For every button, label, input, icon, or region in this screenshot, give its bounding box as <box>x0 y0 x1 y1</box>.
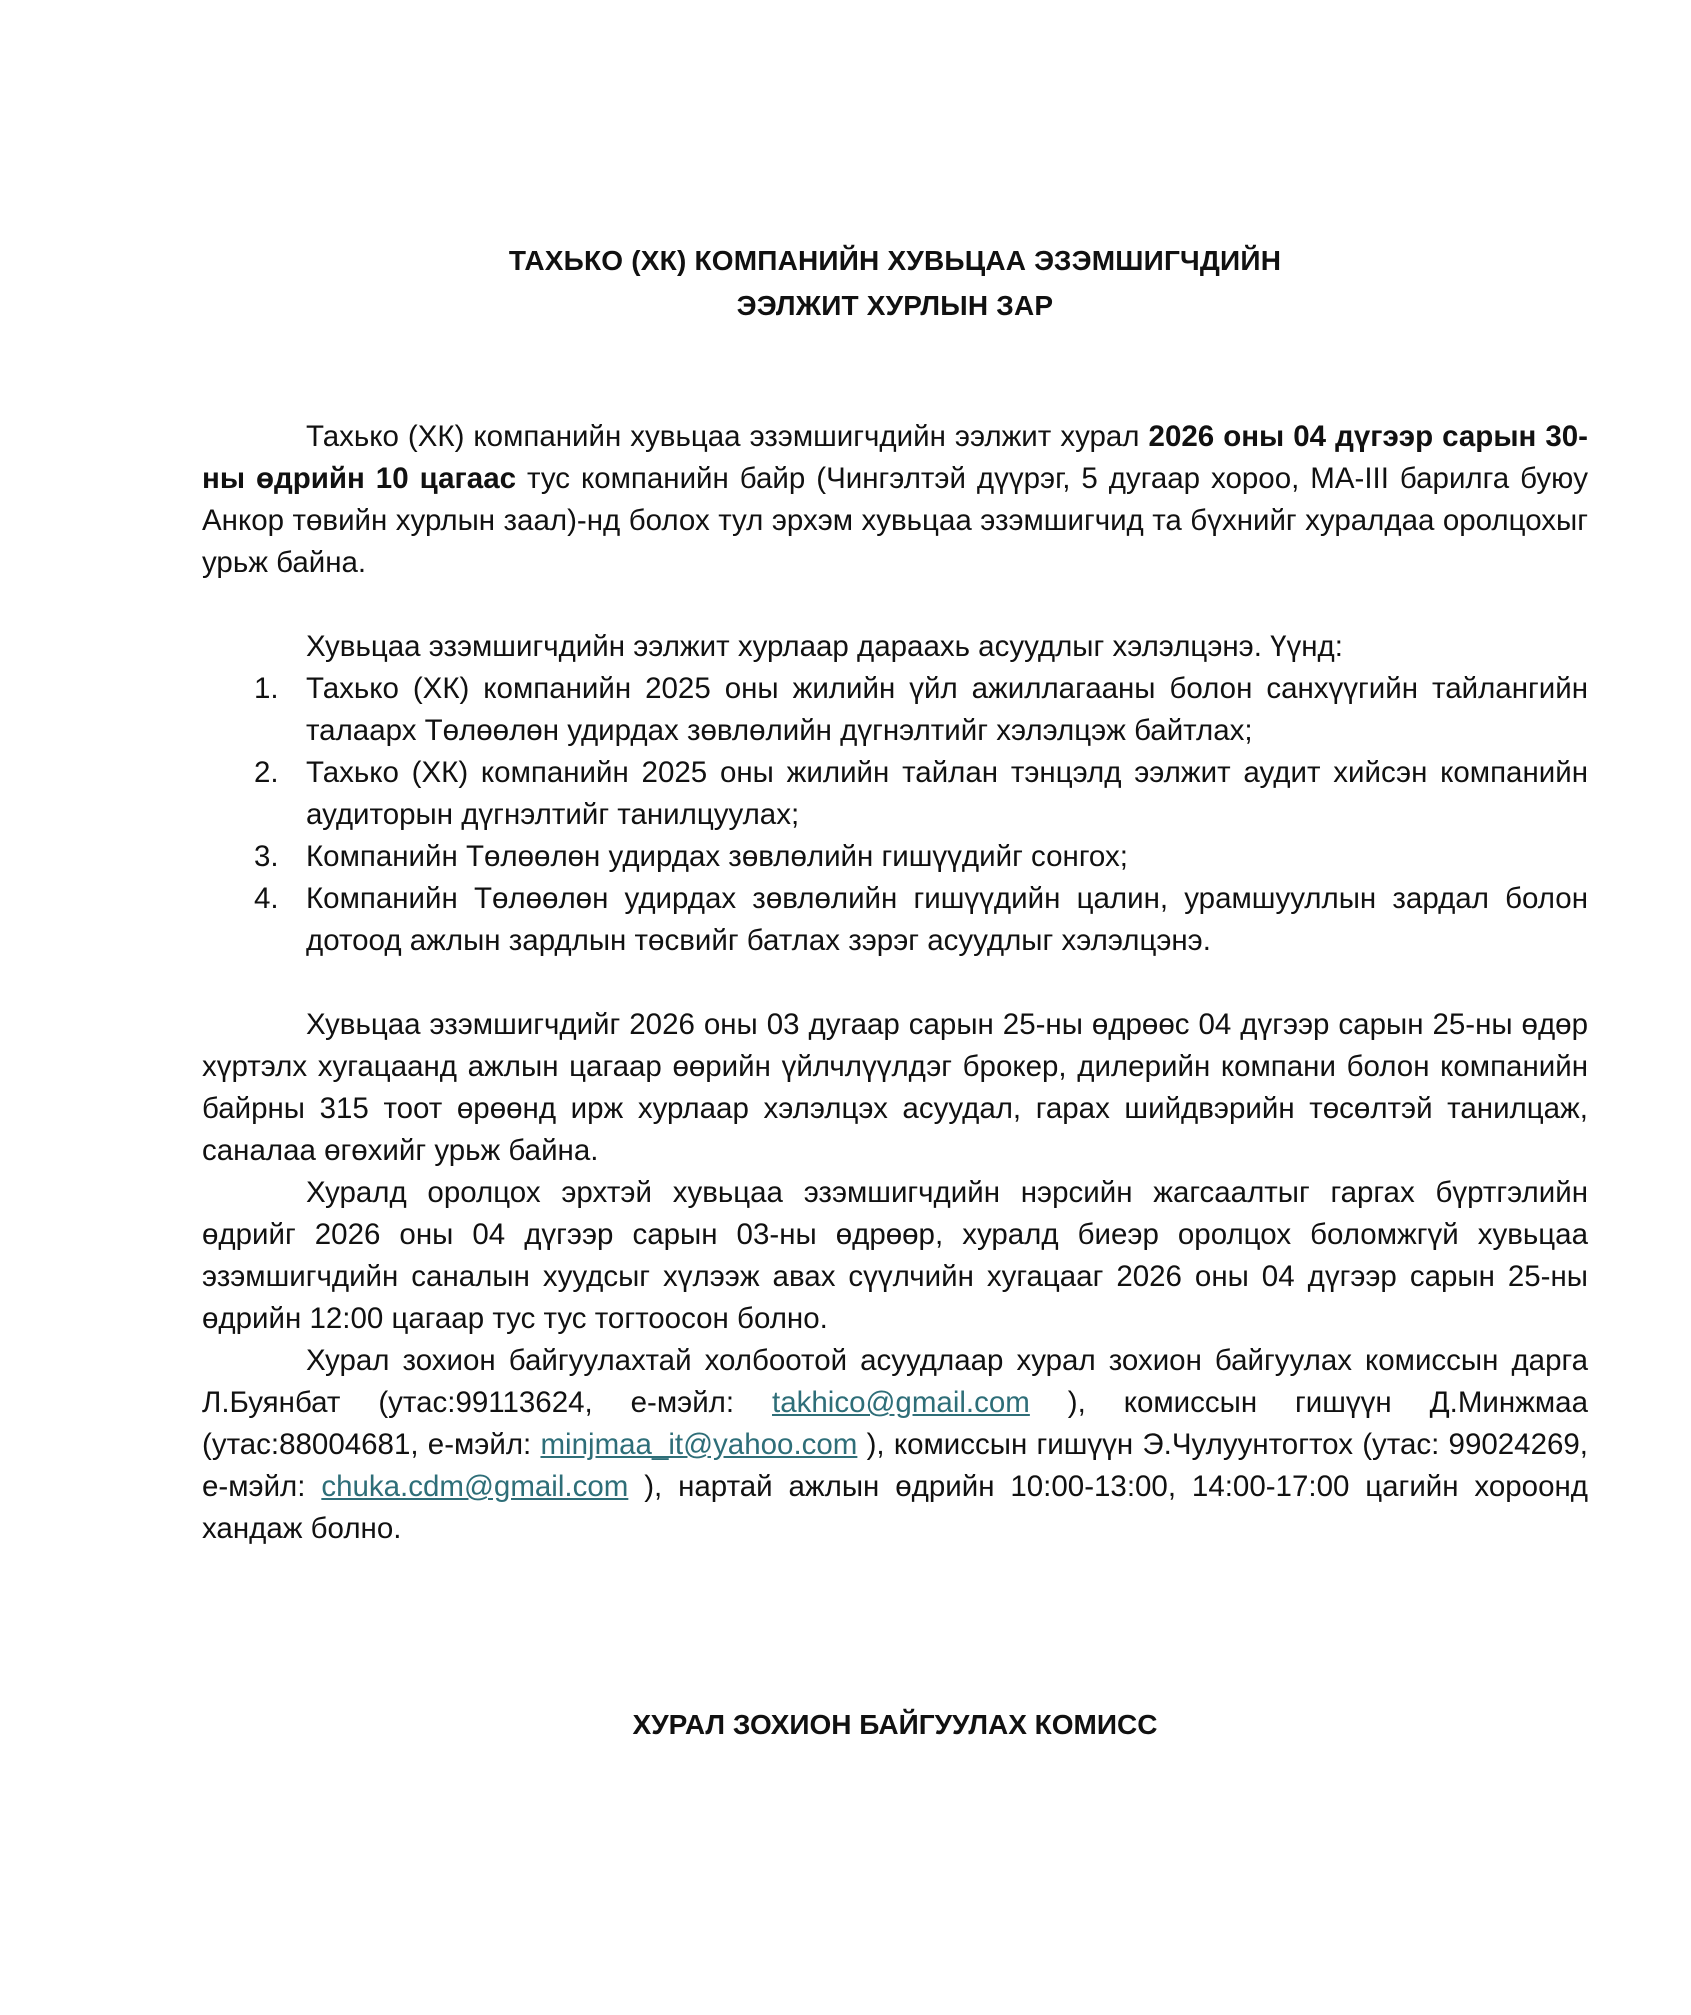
agenda-item-text: Компанийн Төлөөлөн удирдах зөвлөлийн гишүүдийн цалин, урамшууллын зардал болон дотоод ажлын зардлын төсвийг батлах зэрэг асуудлыг хэлэлцэнэ. <box>306 882 1588 957</box>
commission-signature: ХУРАЛ ЗОХИОН БАЙГУУЛАХ КОМИСС <box>632 1709 1158 1740</box>
agenda-item-number: 3. <box>254 840 279 873</box>
document-title <box>202 238 1588 328</box>
agenda-item <box>254 878 1588 962</box>
email-link-chairman[interactable]: takhico@gmail.com <box>772 1386 1030 1419</box>
contacts-text-4: ), нартай ажлын өдрийн 10:00-13:00, 14:00-17:00 цагийн хороонд хандаж болно. <box>202 1470 1588 1545</box>
contacts-text-3: ), комиссын гишүүн Э.Чулуунтогтох (утас: 99024269, е-мэйл: <box>202 1428 1588 1503</box>
email-link-member-1[interactable]: minjmaa_it@yahoo.com <box>540 1428 858 1461</box>
agenda-item <box>254 836 1588 878</box>
review-paragraph: Хувьцаа эзэмшигчдийг 2026 оны 03 дугаар сарын 25-ны өдрөөс 04 дүгээр сарын 25-ны өдөр хүртэлх хугацаанд ажлын цагаар өөрийн үйлчлүүлдэг брокер, дилерийн компани болон компанийн байрны 315 тоот өрөөнд ирж хурлаар хэлэлцэх асуудал, гарах шийдвэрийн төсөлтэй танилцаж, саналаа өгөхийг урьж байна. <box>202 1008 1588 1167</box>
intro-text-after: тус компанийн байр (Чингэлтэй дүүрэг, 5 дугаар хороо, МА-III барилга буюу Анкор төвийн хурлын заал)-нд болох тул эрхэм хувьцаа эзэмшигчид та бүхнийг хуралдаа оролцохыг урьж байна. <box>202 462 1588 579</box>
document-page <box>202 238 1588 1746</box>
agenda-item <box>254 668 1588 752</box>
title-line-2: ЭЭЛЖИТ ХУРЛЫН ЗАР <box>736 290 1054 321</box>
agenda-item-text: Тахько (ХК) компанийн 2025 оны жилийн үйл ажиллагааны болон санхүүгийн тайлангийн талаарх Төлөөлөн удирдах зөвлөлийн дүгнэлтийг хэлэлцэж байтлах; <box>306 672 1588 747</box>
agenda-item <box>254 752 1588 836</box>
agenda-item-number: 2. <box>254 756 279 789</box>
contacts-paragraph <box>202 1340 1588 1550</box>
intro-paragraph <box>202 416 1588 584</box>
agenda-item-text: Тахько (ХК) компанийн 2025 оны жилийн тайлан тэнцэлд ээлжит аудит хийсэн компанийн аудиторын дүгнэлтийг танилцуулах; <box>306 756 1588 831</box>
meeting-date-bold: 2026 оны 04 дүгээр сарын 30-ны өдрийн 10 цагаас <box>202 420 1588 495</box>
agenda-list <box>202 668 1588 962</box>
contacts-text-1: Хурал зохион байгуулахтай холбоотой асуудлаар хурал зохион байгуулах комиссын дарга Л.Буянбат (утас:99113624, е-мэйл: <box>202 1344 1588 1419</box>
contacts-text-2: ), комиссын гишүүн Д.Минжмаа (утас:88004681, е-мэйл: <box>202 1386 1588 1461</box>
agenda-item-number: 4. <box>254 882 279 915</box>
email-link-member-2[interactable]: chuka.cdm@gmail.com <box>321 1470 629 1503</box>
agenda-item-text: Компанийн Төлөөлөн удирдах зөвлөлийн гишүүдийг сонгох; <box>306 840 1128 873</box>
agenda-intro: Хувьцаа эзэмшигчдийн ээлжит хурлаар дараахь асуудлыг хэлэлцэнэ. Үүнд: <box>306 630 1343 663</box>
registration-paragraph: Хуралд оролцох эрхтэй хувьцаа эзэмшигчдийн нэрсийн жагсаалтыг гаргах бүртгэлийн өдрийг 2026 оны 04 дүгээр сарын 03-ны өдрөөр, хуралд биеэр оролцох боломжгүй хувьцаа эзэмшигчдийн саналын хуудсыг хүлээж авах сүүлчийн хугацааг 2026 оны 04 дүгээр сарын 25-ны өдрийн 12:00 цагаар тус тус тогтоосон болно. <box>202 1176 1588 1335</box>
agenda-item-number: 1. <box>254 672 279 705</box>
intro-text-before: Тахько (ХК) компанийн хувьцаа эзэмшигчдийн ээлжит хурал <box>306 420 1149 453</box>
title-line-1: ТАХЬКО (ХК) КОМПАНИЙН ХУВЬЦАА ЭЗЭМШИГЧДИЙН <box>508 245 1282 276</box>
